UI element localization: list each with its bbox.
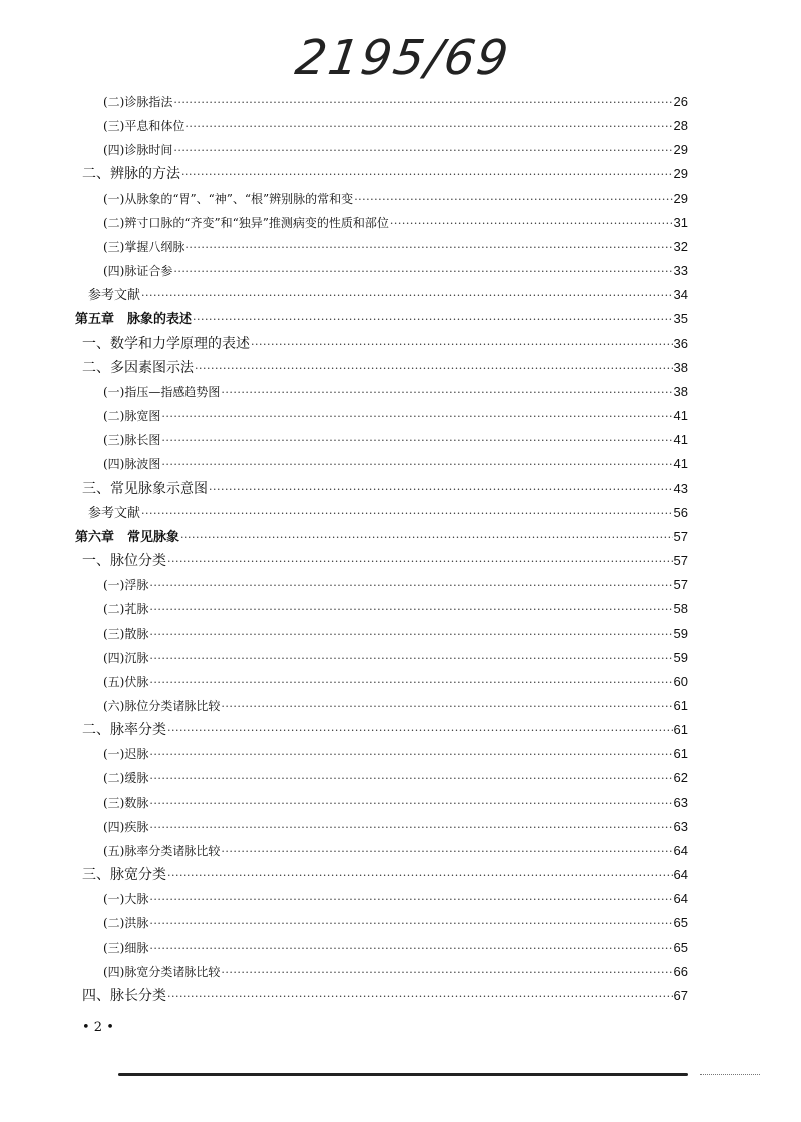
dot-leader	[149, 574, 672, 598]
toc-entry-page: 64	[673, 891, 688, 907]
toc-entry-page: 35	[673, 311, 688, 327]
toc-entry	[103, 815, 688, 839]
toc-entry	[103, 622, 688, 646]
toc-entry	[103, 452, 688, 476]
toc-entry-title: (四)脉证合参	[103, 264, 173, 279]
toc-entry-page: 57	[673, 528, 688, 544]
toc-entry	[103, 887, 688, 911]
toc-entry	[103, 597, 688, 621]
dot-leader	[221, 840, 672, 864]
toc-entry-page: 63	[673, 794, 688, 810]
toc-entry	[103, 114, 688, 138]
toc-entry-page: 63	[673, 818, 688, 834]
toc-entry	[103, 936, 688, 960]
toc-entry	[103, 90, 688, 114]
toc-entry-page: 32	[673, 238, 688, 254]
toc-entry-title: 一、数学和力学原理的表述	[82, 335, 250, 352]
toc-entry-page: 34	[673, 287, 688, 303]
dot-leader	[354, 188, 672, 212]
toc-entry	[103, 235, 688, 259]
toc-entry-title: (四)诊脉时间	[103, 143, 173, 158]
toc-entry	[103, 646, 688, 670]
dot-leader	[149, 598, 672, 622]
toc-entry-page: 57	[673, 577, 688, 593]
toc-entry-page: 41	[673, 408, 688, 424]
dot-leader	[221, 381, 672, 405]
toc-entry	[103, 573, 688, 597]
toc-entry	[103, 211, 688, 235]
toc-entry-title: 二、辨脉的方法	[82, 166, 180, 183]
toc-entry-page: 26	[673, 94, 688, 109]
toc-entry-page: 28	[673, 118, 688, 134]
dot-leader	[161, 453, 672, 477]
toc-entry	[82, 162, 688, 186]
toc-entry-title: (四)脉波图	[103, 457, 161, 472]
toc-entry-page: 62	[673, 770, 688, 786]
toc-entry-page: 38	[673, 359, 688, 375]
toc-entry	[103, 259, 688, 283]
toc-entry-page: 59	[673, 649, 688, 665]
toc-entry-title: (六)脉位分类诸脉比较	[103, 699, 221, 713]
toc-entry-title: (一)迟脉	[103, 747, 149, 762]
toc-entry-title: (二)脉宽图	[103, 409, 161, 424]
toc-entry-page: 64	[673, 842, 688, 858]
toc-entry	[82, 356, 688, 380]
toc-entry-title: 一、脉位分类	[82, 553, 166, 570]
toc-entry-title: (一)指压—指感趋势图	[103, 384, 221, 399]
dot-leader	[149, 647, 672, 671]
toc-entry	[82, 332, 688, 356]
toc-entry-title: (二)诊脉指法	[103, 95, 173, 109]
dot-leader	[173, 91, 672, 115]
toc-entry	[82, 718, 688, 742]
toc-entry-title: 第五章 脉象的表述	[75, 312, 193, 328]
dot-leader	[185, 236, 672, 260]
toc-entry-title: (二)辨寸口脉的“齐变”和“独异”推测病变的性质和部位	[103, 215, 389, 230]
toc-entry-title: 二、多因素图示法	[82, 359, 194, 376]
toc-entry	[103, 404, 688, 428]
toc-entry-title: (三)细脉	[103, 940, 149, 955]
toc-entry	[82, 863, 688, 887]
handwritten-call-number: 2195/69	[292, 30, 514, 86]
bottom-scan-line	[118, 1073, 688, 1076]
toc-entry-page: 41	[673, 456, 688, 472]
toc-entry-page: 65	[673, 915, 688, 931]
dot-leader	[149, 743, 672, 767]
toc-entry-title: (五)脉率分类诸脉比较	[103, 843, 221, 858]
dot-leader	[161, 405, 672, 429]
toc-entry-page: 29	[673, 142, 688, 158]
toc-entry-page: 29	[673, 190, 688, 206]
toc-entry-title: (三)数脉	[103, 795, 149, 810]
toc-entry	[103, 380, 688, 404]
toc-entry-title: (三)脉长图	[103, 433, 161, 448]
toc-entry-page: 58	[673, 601, 688, 617]
dot-leader	[180, 526, 673, 550]
toc-entry-page: 57	[673, 553, 688, 569]
toc-entry	[103, 694, 688, 718]
toc-entry-page: 61	[673, 722, 688, 738]
toc-entry-title: (一)浮脉	[103, 578, 149, 593]
toc-entry-page: 67	[673, 987, 688, 1003]
dot-leader	[141, 502, 673, 526]
toc-entry-title: 参考文献	[88, 505, 141, 521]
toc-entry	[103, 138, 688, 162]
dot-leader	[149, 937, 672, 961]
toc-entry-title: 四、脉长分类	[82, 987, 166, 1004]
toc-entry-title: (三)散脉	[103, 626, 149, 641]
toc-entry	[82, 549, 688, 573]
dot-leader	[161, 429, 672, 453]
dot-leader	[149, 792, 672, 816]
dot-leader	[181, 163, 673, 187]
dot-leader	[251, 333, 673, 357]
toc-entry-title: (三)掌握八纲脉	[103, 239, 185, 254]
toc-entry-title: (二)缓脉	[103, 771, 149, 786]
bottom-scan-dots	[700, 1074, 760, 1075]
toc-entry-page: 33	[673, 263, 688, 279]
toc-entry	[103, 766, 688, 790]
toc-entry	[103, 428, 688, 452]
toc-entry-title: 三、脉宽分类	[82, 867, 166, 884]
toc-entry	[88, 501, 688, 525]
dot-leader	[209, 478, 673, 502]
toc-entry	[103, 670, 688, 694]
toc-entry-title: (二)洪脉	[103, 916, 149, 931]
toc-entry-title: (四)疾脉	[103, 819, 149, 834]
page-number: • 2 •	[82, 1020, 114, 1035]
toc-entry	[75, 307, 688, 331]
toc-entry-page: 59	[673, 625, 688, 641]
dot-leader	[185, 115, 672, 139]
dot-leader	[149, 623, 672, 647]
toc-entry-page: 60	[673, 673, 688, 689]
dot-leader	[167, 719, 673, 743]
dot-leader	[221, 961, 672, 985]
toc-entry-title: (五)伏脉	[103, 674, 149, 689]
dot-leader	[149, 767, 672, 791]
dot-leader	[149, 816, 672, 840]
toc-entry	[103, 187, 688, 211]
toc-entry-page: 31	[673, 214, 688, 230]
dot-leader	[173, 260, 672, 284]
toc-entry	[103, 839, 688, 863]
toc-entry-page: 56	[673, 504, 688, 520]
toc-entry-title: (一)从脉象的“胃”、“神”、“根”辨别脉的常和变	[103, 191, 354, 206]
toc-entry	[82, 477, 688, 501]
toc-entry	[103, 791, 688, 815]
dot-leader	[167, 864, 673, 888]
toc-entry	[88, 283, 688, 307]
dot-leader	[167, 985, 673, 1009]
toc-entry	[82, 984, 688, 1008]
dot-leader	[167, 550, 673, 574]
toc-entry	[103, 960, 688, 984]
toc-entry-title: (二)芤脉	[103, 602, 149, 617]
toc-entry-page: 38	[673, 383, 688, 399]
toc-entry-title: (一)大脉	[103, 892, 149, 907]
toc-entry-title: (三)平息和体位	[103, 119, 185, 134]
toc-entry	[103, 911, 688, 935]
toc-entry-page: 61	[673, 746, 688, 762]
dot-leader	[390, 212, 673, 236]
toc-entry-page: 61	[673, 698, 688, 713]
dot-leader	[149, 888, 672, 912]
toc-entry-page: 29	[673, 166, 688, 182]
toc-entry-page: 36	[673, 335, 688, 351]
toc-entry	[103, 742, 688, 766]
dot-leader	[221, 695, 672, 719]
toc-entry	[75, 525, 688, 549]
toc-entry-page: 66	[673, 963, 688, 979]
toc-entry-title: 第六章 常见脉象	[75, 529, 180, 545]
toc-entry-title: 三、常见脉象示意图	[82, 480, 208, 497]
toc-entry-page: 64	[673, 867, 688, 883]
dot-leader	[193, 308, 673, 332]
dot-leader	[141, 284, 673, 308]
dot-leader	[149, 671, 672, 695]
toc-entry-page: 41	[673, 432, 688, 448]
toc-entry-title: (四)脉宽分类诸脉比较	[103, 964, 221, 979]
toc-entry-page: 43	[673, 480, 688, 496]
dot-leader	[195, 357, 673, 381]
dot-leader	[149, 912, 672, 936]
dot-leader	[173, 139, 672, 163]
toc-entry-title: 二、脉率分类	[82, 722, 166, 739]
toc-entry-title: 参考文献	[88, 288, 141, 304]
toc-entry-page: 65	[673, 939, 688, 955]
toc-entry-title: (四)沉脉	[103, 650, 149, 665]
